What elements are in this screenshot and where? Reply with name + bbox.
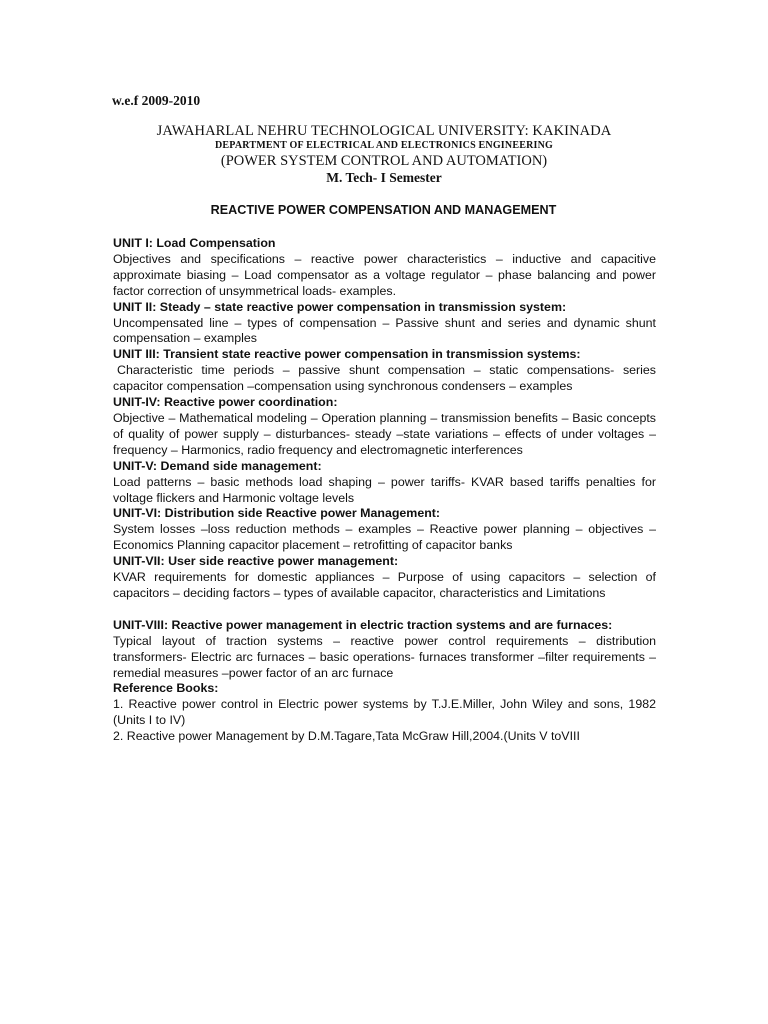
university-name: JAWAHARLAL NEHRU TECHNOLOGICAL UNIVERSITY: KAKINADA [156, 123, 612, 139]
reference-item: 1. Reactive power control in Electric power systems by T.J.E.Miller, John Wiley and sons, 1982 (Units I to IV) [113, 697, 656, 728]
reference-books [113, 681, 656, 745]
unit-heading: UNIT III: Transient state reactive power compensation in transmission systems: [113, 347, 581, 362]
syllabus-body [113, 236, 656, 745]
references-heading: Reference Books: [113, 681, 219, 696]
unit-heading: UNIT-V: Demand side management: [113, 458, 322, 473]
unit-text: Objectives and specifications – reactive power characteristics – inductive and capacitive approximate biasing – Load compensator as a voltage regulator – phase balancing and power factor correction of unsymmetrical loads- examples. [113, 251, 656, 298]
reference-item: 2. Reactive power Management by D.M.Tagare,Tata McGraw Hill,2004.(Units V toVIII [113, 729, 580, 744]
unit-heading: UNIT-VI: Distribution side Reactive power Management: [113, 506, 441, 521]
wef-label: w.e.f 2009-2010 [112, 93, 201, 108]
unit-text: System losses –loss reduction methods – examples – Reactive power planning – objectives – Economics Planning capacitor placement – retrofitting of capacitor banks [113, 522, 656, 553]
semester-label: M. Tech- I Semester [326, 170, 442, 185]
unit-heading: UNIT-VIII: Reactive power management in electric traction systems and are furnaces: [113, 617, 613, 632]
unit-8 [113, 618, 656, 682]
spacer [113, 602, 656, 618]
unit-text: Uncompensated line – types of compensation – Passive shunt and series and dynamic shunt compensation – examples [113, 315, 656, 346]
unit-1 [113, 236, 656, 300]
unit-text: KVAR requirements for domestic appliances – Purpose of using capacitors – selection of capacitors – deciding factors – types of available capacitor, characteristics and Limitations [113, 570, 656, 600]
unit-text: Typical layout of traction systems – reactive power control requirements – distribution transformers- Electric arc furnaces – basic operations- furnaces transformer –filter requirements – remedial measures –power factor of an arc furnace [113, 633, 656, 680]
subject-title: REACTIVE POWER COMPENSATION AND MANAGEMENT [210, 203, 557, 217]
unit-text: Objective – Mathematical modeling – Operation planning – transmission benefits – Basic concepts of quality of power supply – disturbances- steady –state variations – effects of under voltages – frequency – Harmonics, radio frequency and electromagnetic interferences [113, 410, 656, 457]
unit-heading: UNIT-IV: Reactive power coordination: [113, 395, 338, 410]
unit-text: Load patterns – basic methods load shaping – power tariffs- KVAR based tariffs penalties for voltage flickers and Harmonic voltage levels [113, 474, 656, 505]
unit-3 [113, 347, 656, 395]
reference-list [113, 697, 656, 745]
unit-5 [113, 459, 656, 507]
specialization: (POWER SYSTEM CONTROL AND AUTOMATION) [220, 153, 548, 169]
unit-heading: UNIT-VII: User side reactive power management: [113, 554, 399, 569]
unit-heading: UNIT I: Load Compensation [113, 236, 276, 250]
unit-6 [113, 506, 656, 554]
department-name: DEPARTMENT OF ELECTRICAL AND ELECTRONICS ENGINEERING [215, 140, 553, 151]
unit-4 [113, 395, 656, 459]
unit-2 [113, 300, 656, 348]
unit-text: Characteristic time periods – passive shunt compensation – static compensations- series capacitor compensation –compensation using synchronous condensers – examples [113, 363, 656, 394]
unit-heading: UNIT II: Steady – state reactive power compensation in transmission system: [113, 299, 567, 314]
unit-7 [113, 554, 656, 602]
